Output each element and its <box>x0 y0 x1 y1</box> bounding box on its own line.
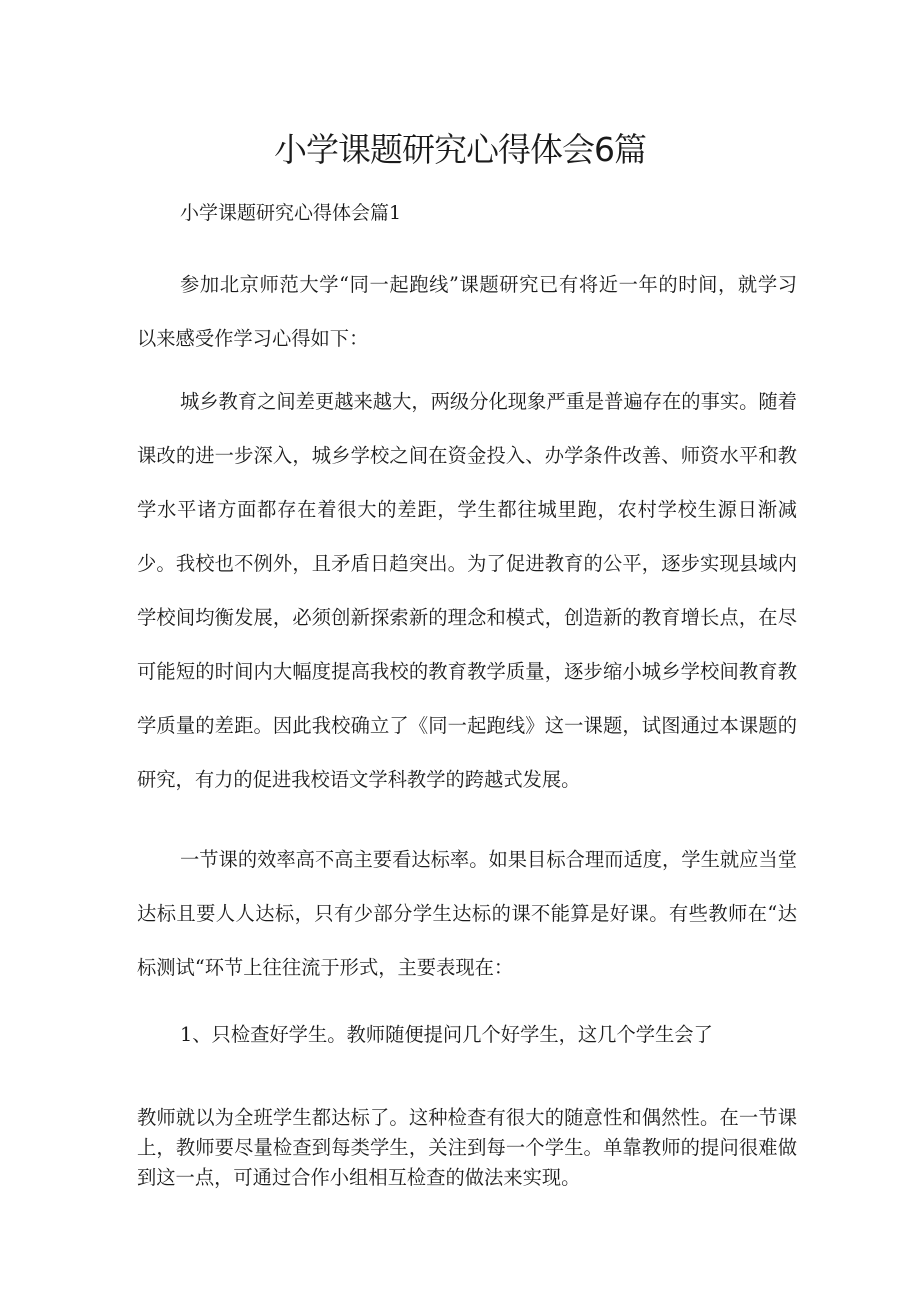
paragraph-intro: 参加北京师范大学“同一起跑线”课题研究已有将近一年的时间，就学习以来感受作学习心得如下： <box>137 273 797 350</box>
paragraph-background: 城乡教育之间差更越来越大，两级分化现象严重是普遍存在的事实。随着课改的进一步深入，城乡学校之间在资金投入、办学条件改善、师资水平和教学水平诸方面都存在着很大的差距，学生都往城里跑，农村学校生源日渐减少。我校也不例外，且矛盾日趋突出。为了促进教育的公平，逐步实现县域内学校间均衡发展，必须创新探索新的理念和模式，创造新的教育增长点，在尽可能短的时间内大幅度提高我校的教育教学质量，逐步缩小城乡学校间教育教学质量的差距。因此我校确立了《同一起跑线》这一课题，试图通过本课题的研究，有力的促进我校语文学科教学的跨越式发展。 <box>137 390 797 791</box>
list-item-1: 1、只检查好学生。教师随便提问几个好学生，这几个学生会了 <box>180 1023 713 1046</box>
section-heading: 小学课题研究心得体会篇1 <box>180 202 402 224</box>
document-title: 小学课题研究心得体会6篇 <box>274 130 646 169</box>
list-item-1-continuation: 教师就以为全班学生都达标了。这种检查有很大的随意性和偶然性。在一节课上，教师要尽量检查到每类学生，关注到每一个学生。单靠教师的提问很难做到这一点，可通过合作小组相互检查的做法来实现。 <box>137 1106 797 1189</box>
paragraph-efficiency: 一节课的效率高不高主要看达标率。如果目标合理而适度，学生就应当堂达标且要人人达标，只有少部分学生达标的课不能算是好课。有些教师在“达标测试“环节上往往流于形式，主要表现在： <box>137 848 797 979</box>
